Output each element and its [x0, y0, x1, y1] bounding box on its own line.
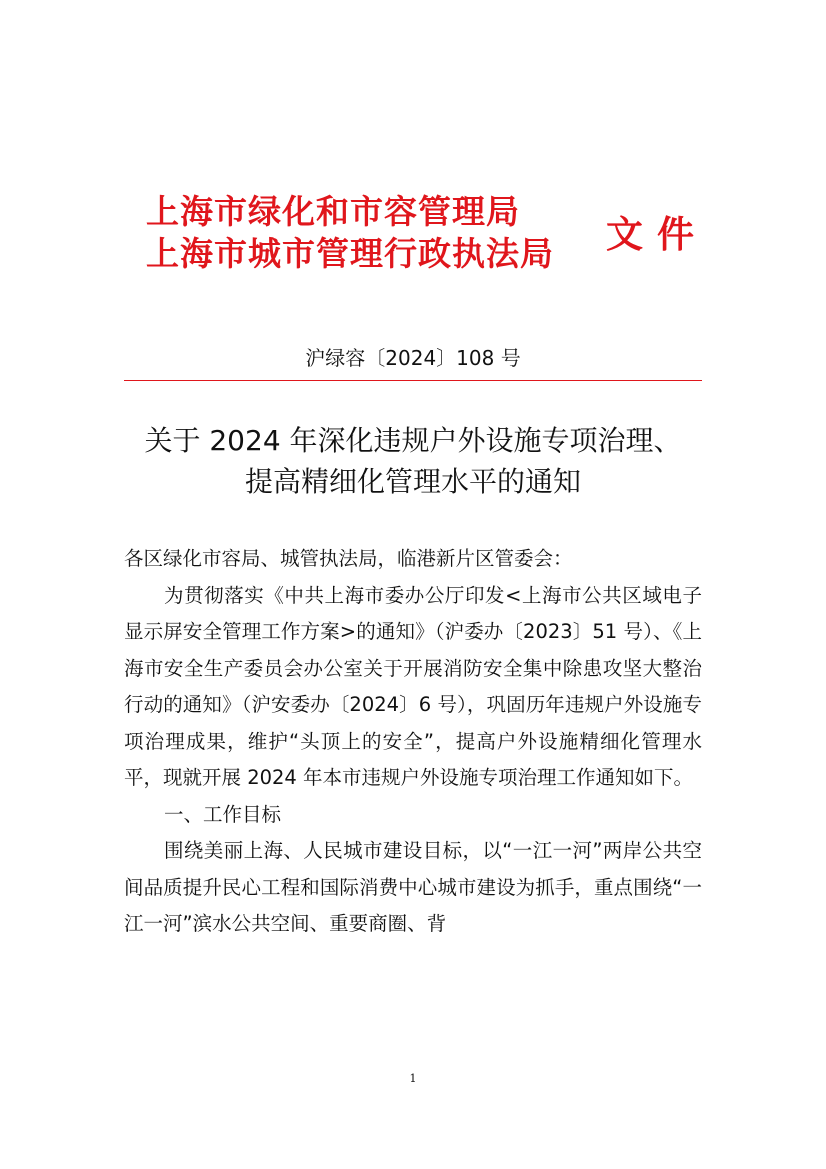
page-number: 1 [409, 1072, 417, 1085]
document-title-line-1: 关于 2024 年深化违规户外设施专项治理、 [144, 424, 682, 457]
paragraph: 围绕美丽上海、人民城市建设目标，以“一江一河”两岸公共空间品质提升民心工程和国际消费中心城市建设为抓手，重点围绕“一江一河”滨水公共空间、重要商圈、背 [124, 839, 702, 935]
section-heading: 一、工作目标 [164, 802, 282, 826]
document-title-line-2: 提高精细化管理水平的通知 [244, 465, 581, 498]
paragraph: 为贯彻落实《中共上海市委办公厅印发<上海市公共区域电子显示屏安全管理工作方案>的通知》（沪委办〔2023〕51 号）、《上海市安全生产委员会办公室关于开展消防安全集中除患攻坚大整治行动的通知》（沪安委办〔2024〕6 号），巩固历年违规户外设施专项治理成果，维护“头顶上的安全”，提高户外设施精细化管理水平，现就开展 2024 年本市违规户外设施专项治理工作通知如下。 [124, 583, 702, 789]
issuing-org-2: 上海市城市管理行政执法局 [146, 234, 554, 273]
issuing-org-1: 上海市绿化和市容管理局 [146, 192, 520, 231]
addressee: 各区绿化市容局、城管执法局，临港新片区管委会： [124, 547, 573, 570]
document-label: 文件 [606, 213, 708, 256]
red-divider [124, 380, 702, 381]
document-header [146, 188, 706, 288]
document-number: 沪绿容〔2024〕108 号 [305, 346, 521, 370]
document-body [124, 541, 702, 943]
